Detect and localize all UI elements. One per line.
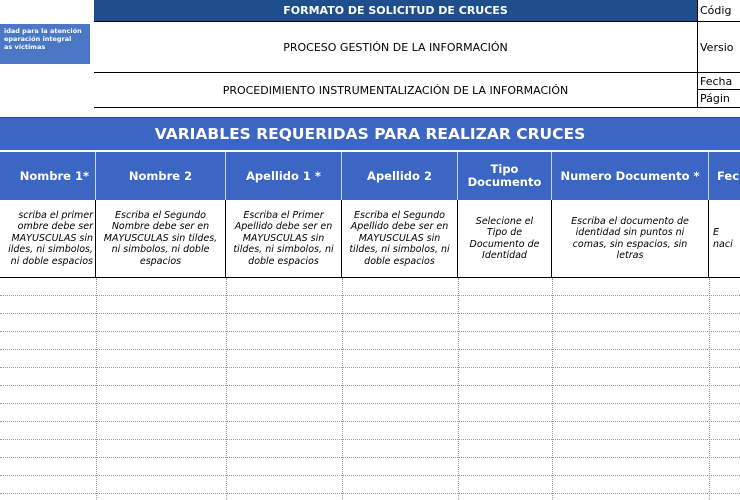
- grid-row-line: [0, 421, 740, 422]
- table-banner: VARIABLES REQUERIDAS PARA REALIZAR CRUCES: [0, 117, 740, 151]
- column-description-apellido-1: Escriba el Primer Apellido debe ser en MAYUSCULAS sin tildes, ni simbolos, ni doble espacios: [226, 200, 342, 278]
- data-entry-grid[interactable]: [0, 278, 740, 500]
- column-description-nombre-1: scriba el primer ombre debe ser MAYUSCULAS sin ildes, ni simbolos, ni doble espacios: [0, 200, 96, 278]
- column-description-fecha: E naci: [709, 200, 740, 278]
- grid-row-line: [0, 385, 740, 386]
- grid-row-line: [0, 295, 740, 296]
- grid-row-line: [0, 457, 740, 458]
- column-header-tipo-documento: Tipo Documento: [458, 152, 552, 200]
- column-header-numero-documento: Numero Documento *: [552, 152, 709, 200]
- column-header-nombre-2: Nombre 2: [96, 152, 226, 200]
- logo-badge: [0, 24, 90, 64]
- column-header-fecha: Fec: [709, 152, 740, 200]
- grid-column-line: [226, 278, 227, 500]
- entity-logo: [0, 0, 95, 107]
- meta-version-label: Versio: [697, 22, 740, 73]
- column-description-apellido-2: Escriba el Segundo Apellido debe ser en MAYUSCULAS sin tildes, ni simbolos, ni doble espacios: [342, 200, 458, 278]
- grid-column-line: [96, 278, 97, 500]
- process-name: PROCESO GESTIÓN DE LA INFORMACIÓN: [94, 22, 697, 73]
- grid-column-line: [552, 278, 553, 500]
- form-title: FORMATO DE SOLICITUD DE CRUCES: [94, 0, 697, 22]
- grid-row-line: [0, 313, 740, 314]
- column-description-nombre-2: Escriba el Segundo Nombre debe ser en MAYUSCULAS sin tildes, ni simbolos, ni doble espacios: [96, 200, 226, 278]
- logo-text-line-1: idad para la atención: [4, 27, 82, 35]
- grid-row-line: [0, 493, 740, 494]
- grid-column-line: [458, 278, 459, 500]
- meta-page-label: Págin: [697, 90, 740, 108]
- column-description-numero-documento: Escriba el documento de identidad sin puntos ni comas, sin espacios, sin letras: [552, 200, 709, 278]
- grid-row-line: [0, 403, 740, 404]
- meta-date-label: Fecha: [697, 73, 740, 90]
- meta-code-label: Códig: [697, 0, 740, 22]
- grid-row-line: [0, 331, 740, 332]
- logo-text-line-3: as víctimas: [4, 43, 46, 51]
- procedure-name: PROCEDIMIENTO INSTRUMENTALIZACIÓN DE LA INFORMACIÓN: [94, 73, 697, 108]
- column-description-tipo-documento: Selecione el Tipo de Documento de Identidad: [458, 200, 552, 278]
- grid-row-line: [0, 367, 740, 368]
- grid-column-line: [709, 278, 710, 500]
- grid-row-line: [0, 349, 740, 350]
- column-header-apellido-2: Apellido 2: [342, 152, 458, 200]
- grid-row-line: [0, 475, 740, 476]
- logo-text-line-2: eparación integral: [4, 35, 72, 43]
- grid-row-line: [0, 439, 740, 440]
- column-header-apellido-1: Apellido 1 *: [226, 152, 342, 200]
- grid-column-line: [342, 278, 343, 500]
- column-header-nombre-1: Nombre 1*: [0, 152, 96, 200]
